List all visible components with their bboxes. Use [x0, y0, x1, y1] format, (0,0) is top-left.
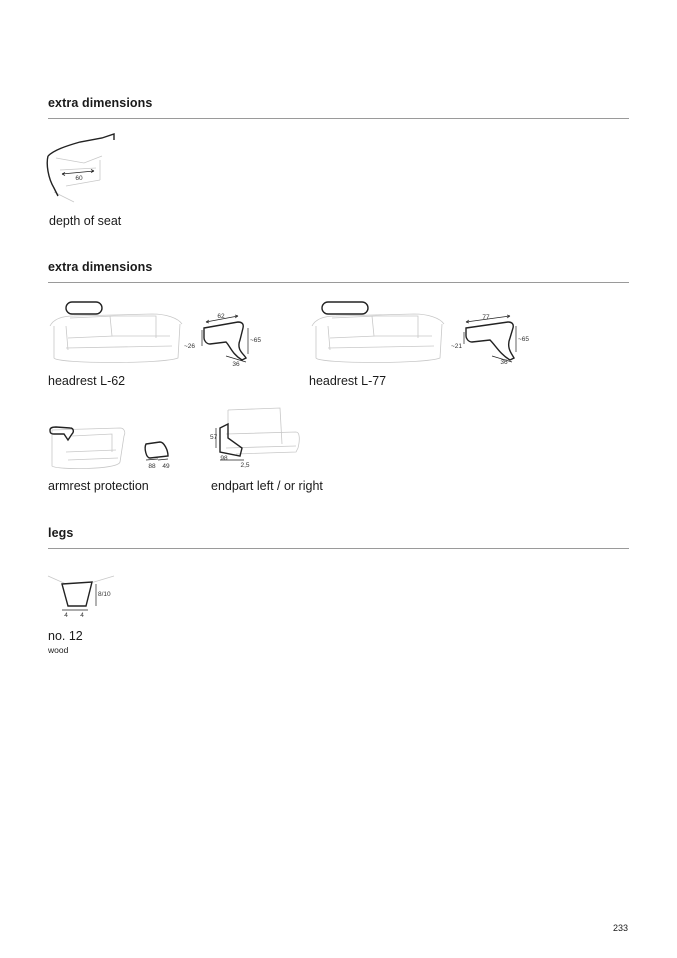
- page-number: 233: [613, 923, 629, 933]
- endpart-thickness-dim: 2,5: [240, 462, 250, 469]
- endpart-depth-dim: 98: [220, 455, 228, 462]
- caption-headrest-l62: headrest L-62: [48, 374, 126, 388]
- endpart-left-right-drawing: [206, 404, 302, 476]
- armrest-width-dim: 88: [148, 463, 156, 470]
- armrest-protection-profile-drawing: [140, 438, 176, 472]
- leg-width-dim-right: 4: [80, 612, 84, 619]
- endpart-height-dim: 57: [210, 434, 218, 441]
- caption-leg-no12: no. 12: [48, 629, 83, 643]
- sofa-with-headrest-l77-drawing: [306, 298, 446, 368]
- caption-armrest-protection: armrest protection: [48, 479, 149, 493]
- section-title-extra-dimensions: extra dimensions: [48, 96, 153, 110]
- caption-headrest-l77: headrest L-77: [309, 374, 387, 388]
- section-divider: [48, 548, 629, 549]
- sofa-with-headrest-l62-drawing: [44, 298, 184, 368]
- headrest-l62-profile-drawing: [184, 310, 268, 370]
- headrest-l77-profile-drawing: [450, 310, 540, 370]
- headrest-l77-height-dim: ~65: [518, 336, 530, 343]
- section-title-legs: legs: [48, 526, 74, 540]
- headrest-l77-width-dim: 77: [482, 314, 490, 321]
- section-divider: [48, 282, 629, 283]
- seat-depth-dim: 60: [75, 175, 83, 182]
- caption-endpart: endpart left / or right: [211, 479, 323, 493]
- leg-width-dim-left: 4: [64, 612, 68, 619]
- headrest-l62-height-dim: ~65: [250, 337, 262, 344]
- subcaption-leg-material: wood: [48, 645, 69, 655]
- headrest-l77-depth-dim: ~21: [451, 343, 463, 350]
- section-divider: [48, 118, 629, 119]
- headrest-l77-base-dim: 36: [500, 359, 508, 366]
- section-title-extra-dimensions-2: extra dimensions: [48, 260, 153, 274]
- headrest-l62-base-dim: 36: [232, 361, 240, 368]
- depth-of-seat-drawing: [44, 130, 124, 208]
- armrest-depth-dim: 49: [162, 463, 170, 470]
- leg-height-dim: 8/10: [98, 591, 111, 598]
- headrest-l62-width-dim: 62: [217, 313, 225, 320]
- armchair-with-armrest-protection-drawing: [44, 422, 130, 476]
- headrest-l62-depth-dim: ~26: [184, 343, 196, 350]
- caption-depth-of-seat: depth of seat: [49, 214, 122, 228]
- leg-no12-drawing: [44, 570, 124, 622]
